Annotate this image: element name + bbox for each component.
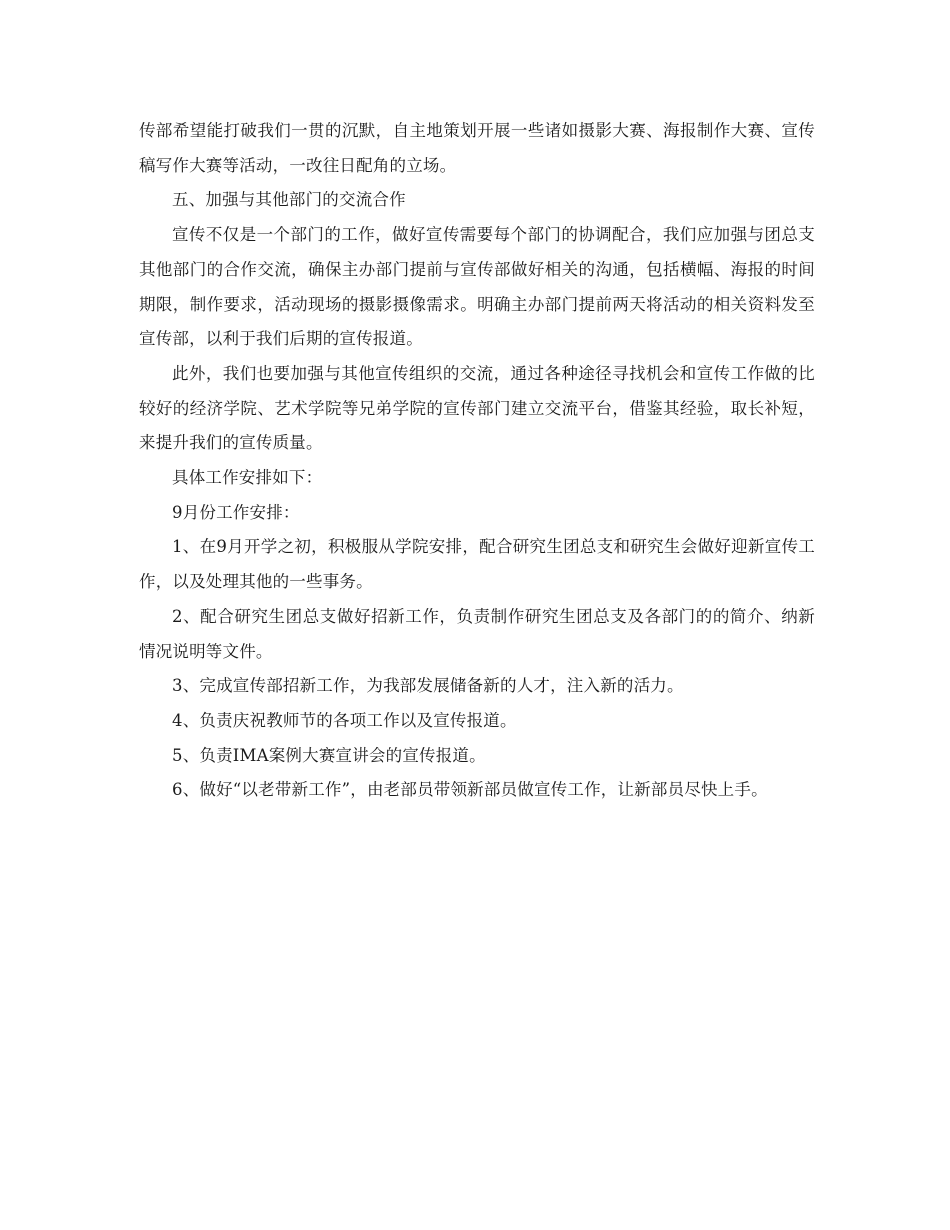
list-item: 3、完成宣传部招新工作，为我部发展储备新的人才，注入新的活力。	[172, 676, 684, 696]
section-heading-five: 五、加强与其他部门的交流合作	[172, 190, 406, 210]
list-item: 2、配合研究生团总支做好招新工作，负责制作研究生团总支及各部门的的简介、纳新情况说明等文件。	[139, 606, 815, 661]
list-item: 5、负责IMA案例大赛宣讲会的宣传报道。	[172, 745, 486, 765]
paragraph-cooperation: 宣传不仅是一个部门的工作，做好宣传需要每个部门的协调配合，我们应加强与团总支其他部门的合作交流，确保主办部门提前与宣传部做好相关的沟通，包括横幅、海报的时间期限，制作要求，活动现场的摄影摄像需求。明确主办部门提前两天将活动的相关资料发至宣传部，以利于我们后期的宣传报道。	[139, 225, 815, 349]
paragraph-exchange: 此外，我们也要加强与其他宣传组织的交流，通过各种途径寻找机会和宣传工作做的比较好的经济学院、艺术学院等兄弟学院的宣传部门建立交流平台，借鉴其经验，取长补短，来提升我们的宣传质量。	[139, 363, 815, 453]
paragraph-september-heading: 9月份工作安排：	[172, 502, 300, 522]
document-body	[139, 114, 815, 808]
paragraph-continuation: 传部希望能打破我们一贯的沉默，自主地策划开展一些诸如摄影大赛、海报制作大赛、宣传稿写作大赛等活动，一改往日配角的立场。	[139, 121, 815, 175]
list-item: 6、做好“以老带新工作”，由老部员带领新部员做宣传工作，让新部员尽快上手。	[172, 780, 768, 800]
list-item: 4、负责庆祝教师节的各项工作以及宣传报道。	[172, 710, 517, 730]
list-item: 1、在9月开学之初，积极服从学院安排，配合研究生团总支和研究生会做好迎新宣传工作，以及处理其他的一些事务。	[139, 537, 815, 592]
paragraph-schedule-intro: 具体工作安排如下：	[172, 468, 323, 488]
